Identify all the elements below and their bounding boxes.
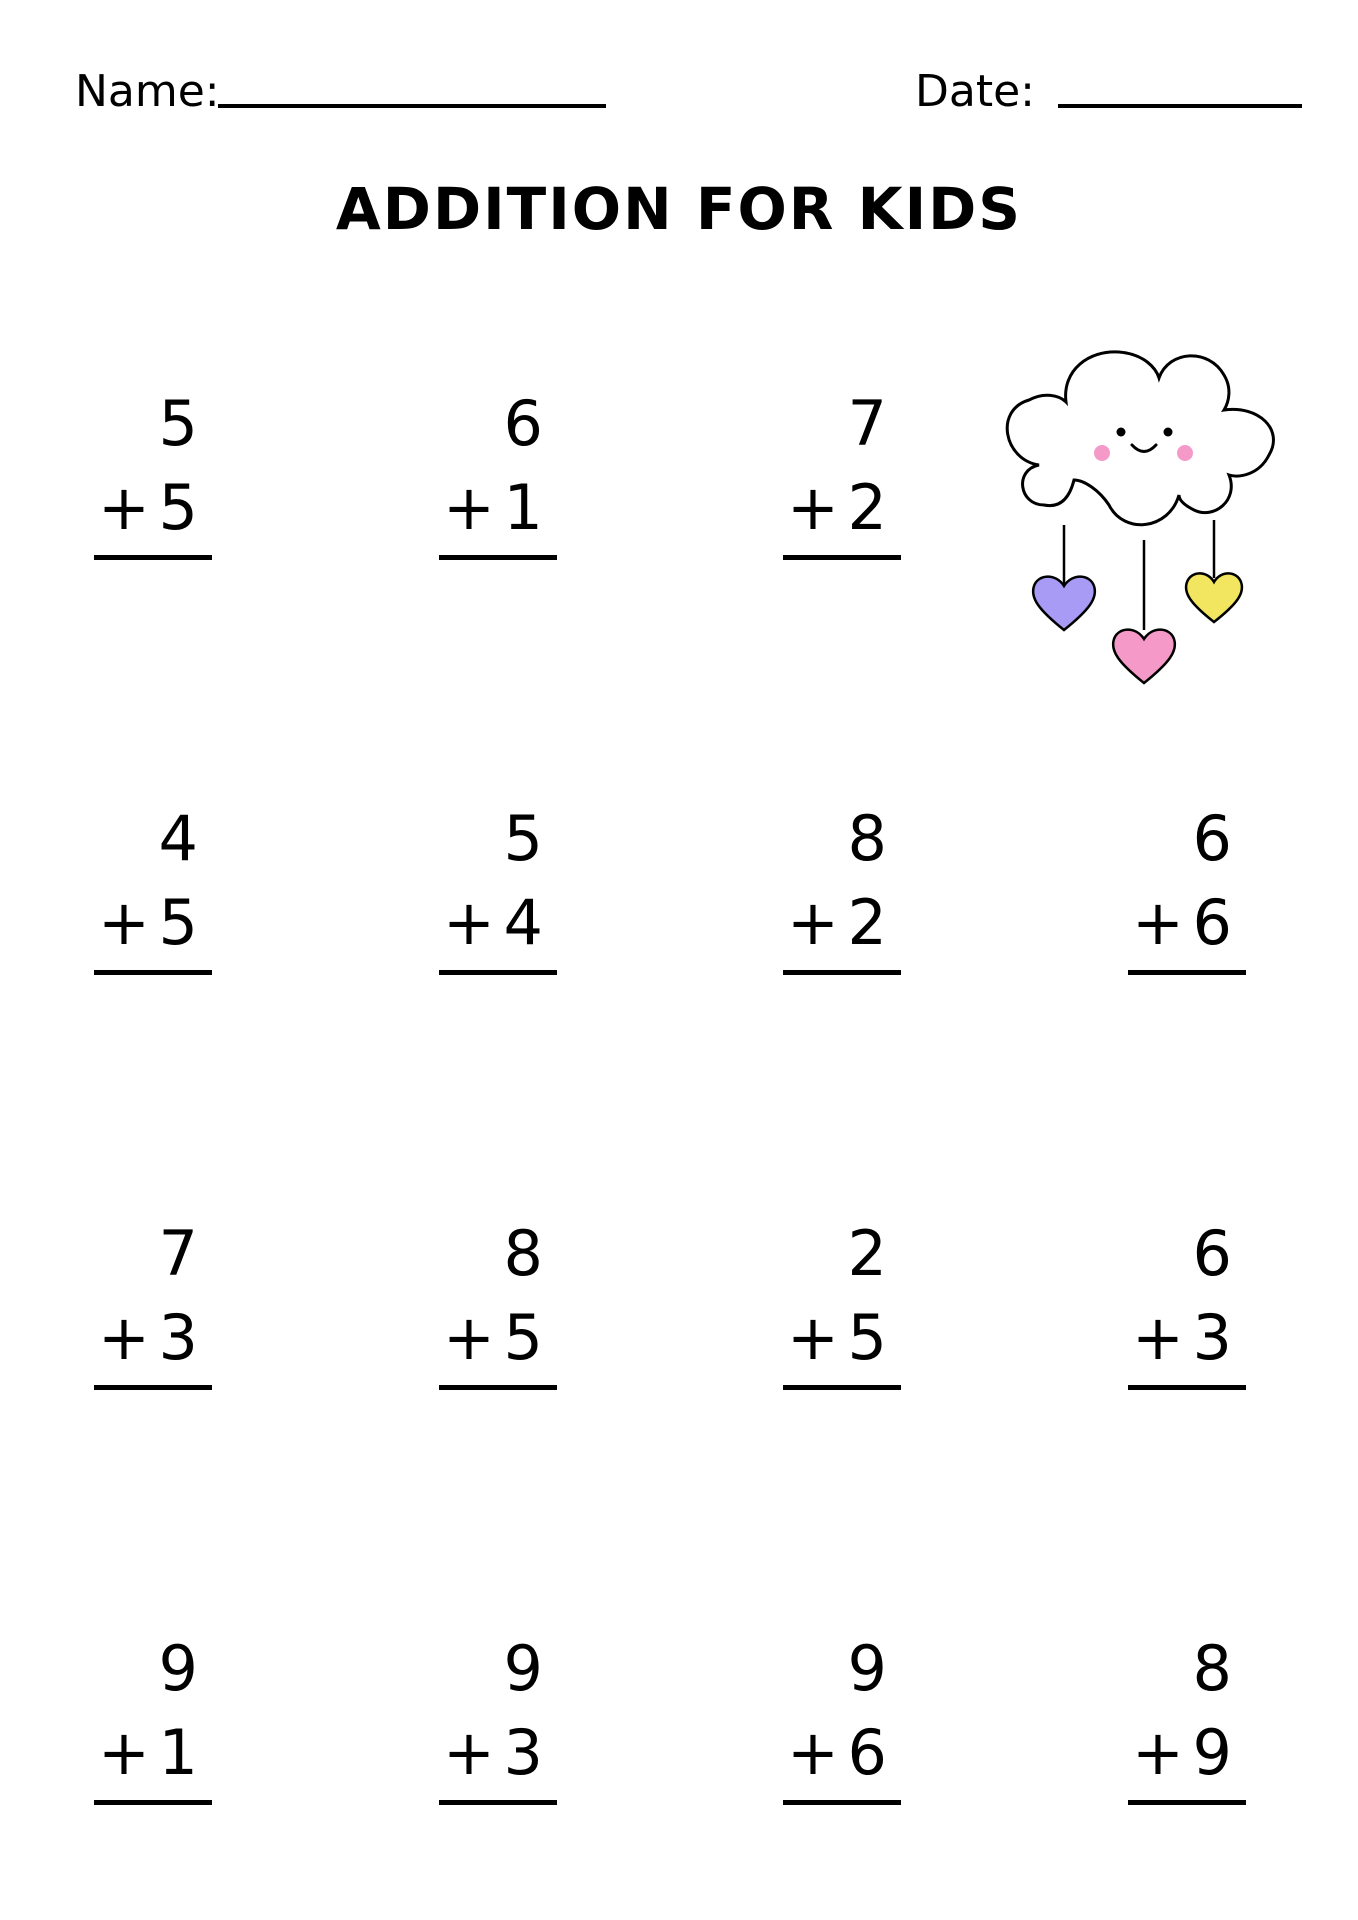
plus-sign: +: [787, 1301, 839, 1374]
answer-line[interactable]: [439, 1800, 557, 1805]
bottom-number: 2: [847, 471, 887, 544]
addition-problem: [1128, 1217, 1246, 1398]
plus-sign: +: [98, 1716, 150, 1789]
top-number: 6: [1192, 1217, 1232, 1290]
page-title: ADDITION FOR KIDS: [335, 175, 1023, 243]
top-number: 7: [158, 1217, 198, 1290]
answer-line[interactable]: [94, 555, 212, 560]
answer-line[interactable]: [439, 1385, 557, 1390]
addition-problem: [439, 1217, 557, 1398]
bottom-number: 5: [158, 886, 198, 959]
date-field[interactable]: [1058, 104, 1302, 108]
bottom-number: 6: [847, 1716, 887, 1789]
top-number: 8: [503, 1217, 543, 1290]
answer-line[interactable]: [439, 970, 557, 975]
bottom-number: 3: [503, 1716, 543, 1789]
addition-problem: [783, 1632, 901, 1813]
top-number: 6: [503, 387, 543, 460]
bottom-number: 1: [503, 471, 543, 544]
addition-problem: [1128, 1632, 1246, 1813]
top-number: 8: [847, 802, 887, 875]
plus-sign: +: [787, 1716, 839, 1789]
bottom-number: 4: [503, 886, 543, 959]
answer-line[interactable]: [783, 970, 901, 975]
bottom-number: 3: [158, 1301, 198, 1374]
plus-sign: +: [443, 1716, 495, 1789]
answer-line[interactable]: [783, 1800, 901, 1805]
name-label: Name:: [75, 66, 220, 117]
top-number: 7: [847, 387, 887, 460]
bottom-number: 5: [847, 1301, 887, 1374]
plus-sign: +: [787, 471, 839, 544]
bottom-number: 6: [1192, 886, 1232, 959]
addition-problem: [439, 802, 557, 983]
top-number: 2: [847, 1217, 887, 1290]
addition-problem: [1128, 802, 1246, 983]
answer-line[interactable]: [783, 555, 901, 560]
plus-sign: +: [787, 886, 839, 959]
date-label: Date:: [915, 66, 1035, 117]
answer-line[interactable]: [1128, 1800, 1246, 1805]
top-number: 9: [503, 1632, 543, 1705]
bottom-number: 9: [1192, 1716, 1232, 1789]
answer-line[interactable]: [94, 970, 212, 975]
plus-sign: +: [98, 471, 150, 544]
top-number: 4: [158, 802, 198, 875]
answer-line[interactable]: [1128, 970, 1246, 975]
top-number: 6: [1192, 802, 1232, 875]
addition-problem: [439, 387, 557, 568]
answer-line[interactable]: [94, 1385, 212, 1390]
plus-sign: +: [98, 886, 150, 959]
answer-line[interactable]: [783, 1385, 901, 1390]
top-number: 5: [503, 802, 543, 875]
plus-sign: +: [443, 471, 495, 544]
bottom-number: 2: [847, 886, 887, 959]
answer-line[interactable]: [439, 555, 557, 560]
plus-sign: +: [1132, 1301, 1184, 1374]
bottom-number: 3: [1192, 1301, 1232, 1374]
addition-problem: [94, 1632, 212, 1813]
addition-problem: [94, 802, 212, 983]
cloud-with-hearts-icon: [984, 340, 1284, 685]
addition-problem: [94, 1217, 212, 1398]
bottom-number: 1: [158, 1716, 198, 1789]
answer-line[interactable]: [1128, 1385, 1246, 1390]
addition-problem: [783, 802, 901, 983]
addition-problem: [94, 387, 212, 568]
top-number: 9: [847, 1632, 887, 1705]
answer-line[interactable]: [94, 1800, 212, 1805]
top-number: 9: [158, 1632, 198, 1705]
top-number: 8: [1192, 1632, 1232, 1705]
plus-sign: +: [443, 886, 495, 959]
plus-sign: +: [98, 1301, 150, 1374]
addition-problem: [439, 1632, 557, 1813]
top-number: 5: [158, 387, 198, 460]
plus-sign: +: [443, 1301, 495, 1374]
plus-sign: +: [1132, 1716, 1184, 1789]
addition-problem: [783, 1217, 901, 1398]
addition-problem: [783, 387, 901, 568]
bottom-number: 5: [158, 471, 198, 544]
name-field[interactable]: [218, 104, 606, 108]
bottom-number: 5: [503, 1301, 543, 1374]
plus-sign: +: [1132, 886, 1184, 959]
